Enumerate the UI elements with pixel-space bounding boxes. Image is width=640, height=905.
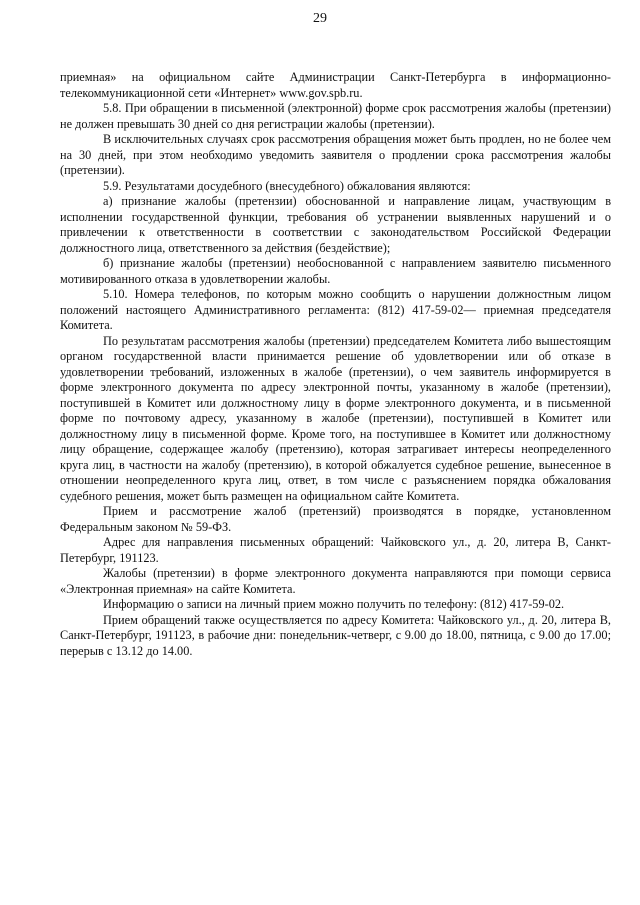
paragraph-extension: В исключительных случаях срок рассмотрения обращения может быть продлен, но не более чем на 30 дней, при этом необходимо уведомить заявителя о продлении срока рассмотрения жалобы (претензии). — [60, 132, 611, 177]
paragraph-electronic: Жалобы (претензии) в форме электронного документа направляются при помощи сервиса «Электронная приемная» на сайте Комитета. — [60, 566, 611, 596]
paragraph-phone: Информацию о записи на личный прием можно получить по телефону: (812) 417-59-02. — [103, 597, 565, 611]
paragraph-item-b: б) признание жалобы (претензии) необоснованной с направлением заявителю письменного мотивированного отказа в удовлетворении жалобы. — [60, 256, 611, 286]
document-body — [60, 70, 611, 659]
paragraph-item-a: а) признание жалобы (претензии) обоснованной и направление лицам, участвующим в исполнении государственной функции, требования об устранении выявленных нарушений и о привлечении к ответственности в соответствии с законодательством Российской Федерации должностного лица, ответственного за действия (бездействие); — [60, 194, 611, 255]
paragraph-5-10: 5.10. Номера телефонов, по которым можно сообщить о нарушении должностным лицом положений настоящего Административного регламента: (812) 417-59-02— приемная председателя Комитета. — [60, 287, 611, 332]
paragraph-5-9: 5.9. Результатами досудебного (внесудебного) обжалования являются: — [103, 178, 471, 193]
paragraph-reception-law: Прием и рассмотрение жалоб (претензий) производятся в порядке, установленном Федеральным законом № 59-ФЗ. — [60, 504, 611, 534]
paragraph-5-8: 5.8. При обращении в письменной (электронной) форме срок рассмотрения жалобы (претензии) не должен превышать 30 дней со дня регистрации жалобы (претензии). — [60, 101, 611, 131]
paragraph-hours: Прием обращений также осуществляется по адресу Комитета: Чайковского ул., д. 20, литера В, Санкт-Петербург, 191123, в рабочие дни: понедельник-четверг, с 9.00 до 18.00, пятница, с 9.00 до 17.00; перерыв с 13.12 до 14.00. — [60, 612, 611, 658]
page-number: 29 — [313, 11, 327, 26]
paragraph-intro: приемная» на официальном сайте Администрации Санкт-Петербурга в информационно-телекоммуникационной сети «Интернет» www.gov.spb.ru. — [60, 70, 611, 100]
paragraph-decision: По результатам рассмотрения жалобы (претензии) председателем Комитета либо вышестоящим органом государственной власти принимается решение об удовлетворении или об отказе в удовлетворении требований, изложенных в жалобе (претензии), о чем заявитель информируется в форме электронного документа по адресу электронной почты, указанному в жалобе (претензии), поступившей в Комитет или должностному лицу в форме электронного документа, и в письменной форме по почтовому адресу, указанному в жалобе (претензии), поступившей в Комитет или должностному лицу в письменной форме. Кроме того, на поступившее в Комитет или должностному лицу обращение, содержащее жалобу (претензию), которая затрагивает интересы неопределенного круга лиц, в частности на жалобу (претензию), в которой обжалуется судебное решение, вынесенное в отношении неопределенного круга лиц, ответ, в том числе с разъяснением порядка обжалования судебного решения, может быть размещен на официальном сайте Комитета. — [60, 333, 611, 503]
paragraph-address: Адрес для направления письменных обращений: Чайковского ул., д. 20, литера В, Санкт-Петербург, 191123. — [60, 535, 611, 565]
